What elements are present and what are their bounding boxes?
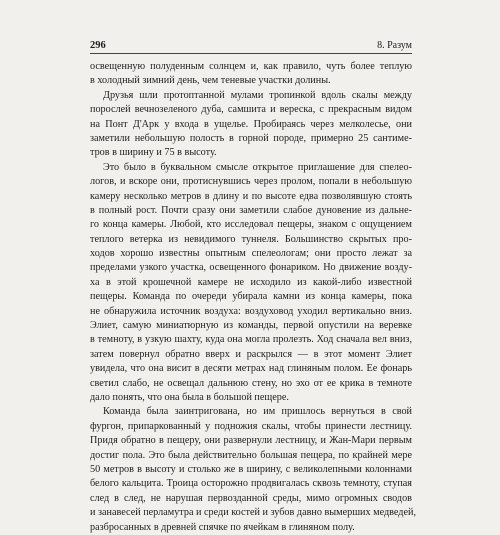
text-line: пещеры. Команда по очереди убирала камни из конца камеры, пока xyxy=(90,291,412,303)
text-line: фургон, припаркованный у подножия скалы, чтобы принести лестницу. xyxy=(90,420,412,432)
text-line: освещенную полуденным солнцем и, как правило, чуть более теплую xyxy=(90,61,412,72)
text-line: в темноту, в узкую шахту, куда она могла пролезть. Ход сначала вел вниз, xyxy=(90,334,412,346)
text-line: светил слабо, не освещал дальнюю стену, но эхо от ее крика в темноте xyxy=(90,377,412,389)
paragraph xyxy=(90,405,417,535)
text-line: порослей вечнозеленого дуба, самшита и вереска, с прекрасным видом xyxy=(90,104,412,116)
paragraph xyxy=(90,89,412,161)
text-line: тров в ширину и 75 в высоту. xyxy=(90,147,217,159)
text-line: Придя обратно в пещеру, они развернули лестницу, и Жан-Мари первым xyxy=(90,435,412,447)
text-line: Элиет, самую миниатюрную из команды, первой опустили на веревке xyxy=(90,320,412,332)
header-rule xyxy=(90,53,412,54)
text-line: дало понять, что она была в большой пещере. xyxy=(90,391,289,403)
text-line: ходов хорошо известны опытным спелеологам; они просто лежат за xyxy=(90,248,412,260)
text-line: 50 метров в высоту и столько же в ширину, с великолепными колоннами xyxy=(90,463,412,475)
text-line: Друзья шли протоптанной мулами тропинкой вдоль скалы между xyxy=(103,89,412,101)
running-head: 8. Разум xyxy=(377,40,412,51)
page-number: 296 xyxy=(90,40,106,51)
text-line: в полный рост. Почти сразу они заметили слабое дуновение из дальне- xyxy=(90,204,412,216)
body-text xyxy=(90,60,417,535)
text-line: камеру несколько метров в длину и по высоте едва позволявшую стоять xyxy=(90,190,412,202)
text-line: в холодный зимний день, чем теневые участки долины. xyxy=(90,75,331,87)
paragraph xyxy=(90,161,412,406)
paragraph xyxy=(90,60,412,89)
text-line: на Понт Д'Арк у входа в ущелье. Пробираясь через мелколесье, они xyxy=(90,118,412,130)
text-line: теплого ветерка из невидимого туннеля. Большинство скрытых про- xyxy=(90,233,412,245)
text-line: белого кальцита. Троица осторожно продвигалась сквозь темноту, ступая xyxy=(90,478,412,490)
text-line: разбросанных в древней спячке по ячейкам в глиняном полу. xyxy=(90,521,355,533)
text-line: логов, и вскоре они, протиснувшись через пролом, попали в небольшую xyxy=(90,176,412,188)
text-line: заметили небольшую полость в горной породе, примерно 25 сантиме- xyxy=(90,132,412,144)
text-line: достиг пола. Это была действительно большая пещера, по крайней мере xyxy=(90,449,412,461)
text-line: Это было в буквальном смысле открытое приглашение для спелео- xyxy=(103,161,412,173)
text-line: пределами узкого участка, освещенного фонариком. Но движение возду- xyxy=(90,262,412,274)
text-line: след в след, не нарушая первозданной среды, мимо огромных сводов xyxy=(90,492,412,504)
text-line: и занавесей перламутра и среди костей и зубов давно вымерших медведей, xyxy=(90,507,417,519)
text-line: ха в этой крошечной камере не исходило из какой-либо известной xyxy=(90,276,412,288)
text-line: не обнаружила источник воздуха: воздуховод уходил вертикально вниз. xyxy=(90,305,412,317)
text-line: го конца камеры. Любой, кто исследовал пещеры, знаком с ощущением xyxy=(90,219,412,231)
text-line: Команда была заинтригована, но им пришлось вернуться в свой xyxy=(103,406,412,418)
text-line: увидела, что она висит в десяти метрах над глиняным полом. Ее фонарь xyxy=(90,363,412,375)
text-line: затем повернул обратно вверх и раскрылся — в этот момент Элиет xyxy=(90,348,412,360)
